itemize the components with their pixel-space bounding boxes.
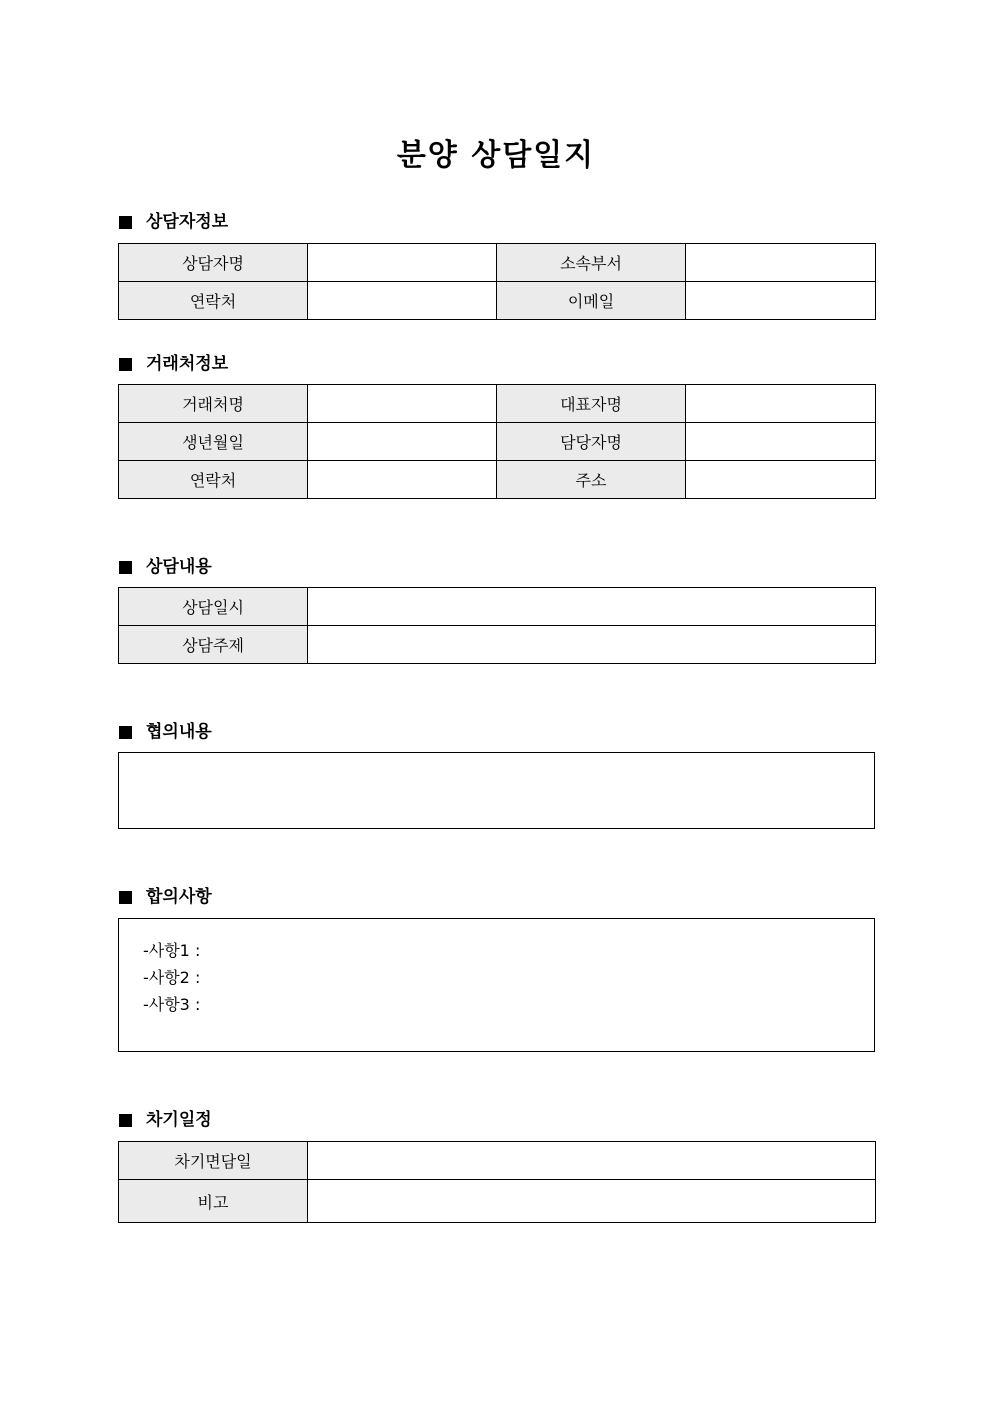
consult-info-table xyxy=(118,587,876,664)
label-next-remarks: 비고 xyxy=(119,1180,308,1223)
table-row xyxy=(119,244,876,282)
label-counselor-name: 상담자명 xyxy=(119,244,308,282)
field-client-phone[interactable] xyxy=(308,461,497,499)
section-heading-label: 차기일정 xyxy=(146,1110,212,1130)
table-row xyxy=(119,1180,876,1223)
field-next-meeting-date[interactable] xyxy=(308,1142,876,1180)
section-heading-label: 협의내용 xyxy=(146,722,212,742)
client-info-table xyxy=(118,384,876,499)
table-row xyxy=(119,626,876,664)
table-row xyxy=(119,385,876,423)
label-consult-datetime: 상담일시 xyxy=(119,588,308,626)
square-bullet-icon xyxy=(119,358,132,371)
table-row xyxy=(119,1142,876,1180)
next-schedule-table xyxy=(118,1141,876,1223)
square-bullet-icon xyxy=(119,216,132,229)
list-item: -사항1 : xyxy=(143,941,201,960)
field-client-name[interactable] xyxy=(308,385,497,423)
section-heading-next xyxy=(119,1107,212,1133)
label-client-manager: 담당자명 xyxy=(497,423,686,461)
table-row xyxy=(119,461,876,499)
field-client-manager[interactable] xyxy=(686,423,876,461)
label-counselor-email: 이메일 xyxy=(497,282,686,320)
section-heading-discussion xyxy=(119,719,212,745)
square-bullet-icon xyxy=(119,726,132,739)
table-row xyxy=(119,423,876,461)
label-client-address: 주소 xyxy=(497,461,686,499)
field-counselor-phone[interactable] xyxy=(308,282,497,320)
discussion-content-box[interactable] xyxy=(118,752,875,829)
label-consult-topic: 상담주제 xyxy=(119,626,308,664)
section-heading-label: 상담내용 xyxy=(146,557,212,577)
label-counselor-dept: 소속부서 xyxy=(497,244,686,282)
field-counselor-email[interactable] xyxy=(686,282,876,320)
field-counselor-name[interactable] xyxy=(308,244,497,282)
field-client-birth[interactable] xyxy=(308,423,497,461)
section-heading-agreement xyxy=(119,884,212,910)
square-bullet-icon xyxy=(119,561,132,574)
section-heading-label: 합의사항 xyxy=(146,887,212,907)
table-row xyxy=(119,282,876,320)
label-client-name: 거래처명 xyxy=(119,385,308,423)
label-counselor-phone: 연락처 xyxy=(119,282,308,320)
square-bullet-icon xyxy=(119,891,132,904)
field-consult-topic[interactable] xyxy=(308,626,876,664)
section-heading-client xyxy=(119,351,228,377)
square-bullet-icon xyxy=(119,1114,132,1127)
agreement-content-box[interactable] xyxy=(118,918,875,1052)
table-row xyxy=(119,588,876,626)
list-item: -사항2 : xyxy=(143,968,201,987)
label-client-phone: 연락처 xyxy=(119,461,308,499)
label-next-meeting-date: 차기면담일 xyxy=(119,1142,308,1180)
label-client-ceo: 대표자명 xyxy=(497,385,686,423)
field-counselor-dept[interactable] xyxy=(686,244,876,282)
field-consult-datetime[interactable] xyxy=(308,588,876,626)
document-title: 분양 상담일지 xyxy=(396,138,596,173)
list-item: -사항3 : xyxy=(143,995,201,1014)
counselor-info-table xyxy=(118,243,876,320)
field-next-remarks[interactable] xyxy=(308,1180,876,1223)
section-heading-label: 거래처정보 xyxy=(146,354,229,374)
section-heading-label: 상담자정보 xyxy=(146,212,229,232)
field-client-ceo[interactable] xyxy=(686,385,876,423)
field-client-address[interactable] xyxy=(686,461,876,499)
label-client-birth: 생년월일 xyxy=(119,423,308,461)
section-heading-counselor xyxy=(119,209,228,235)
section-heading-consult xyxy=(119,554,212,580)
